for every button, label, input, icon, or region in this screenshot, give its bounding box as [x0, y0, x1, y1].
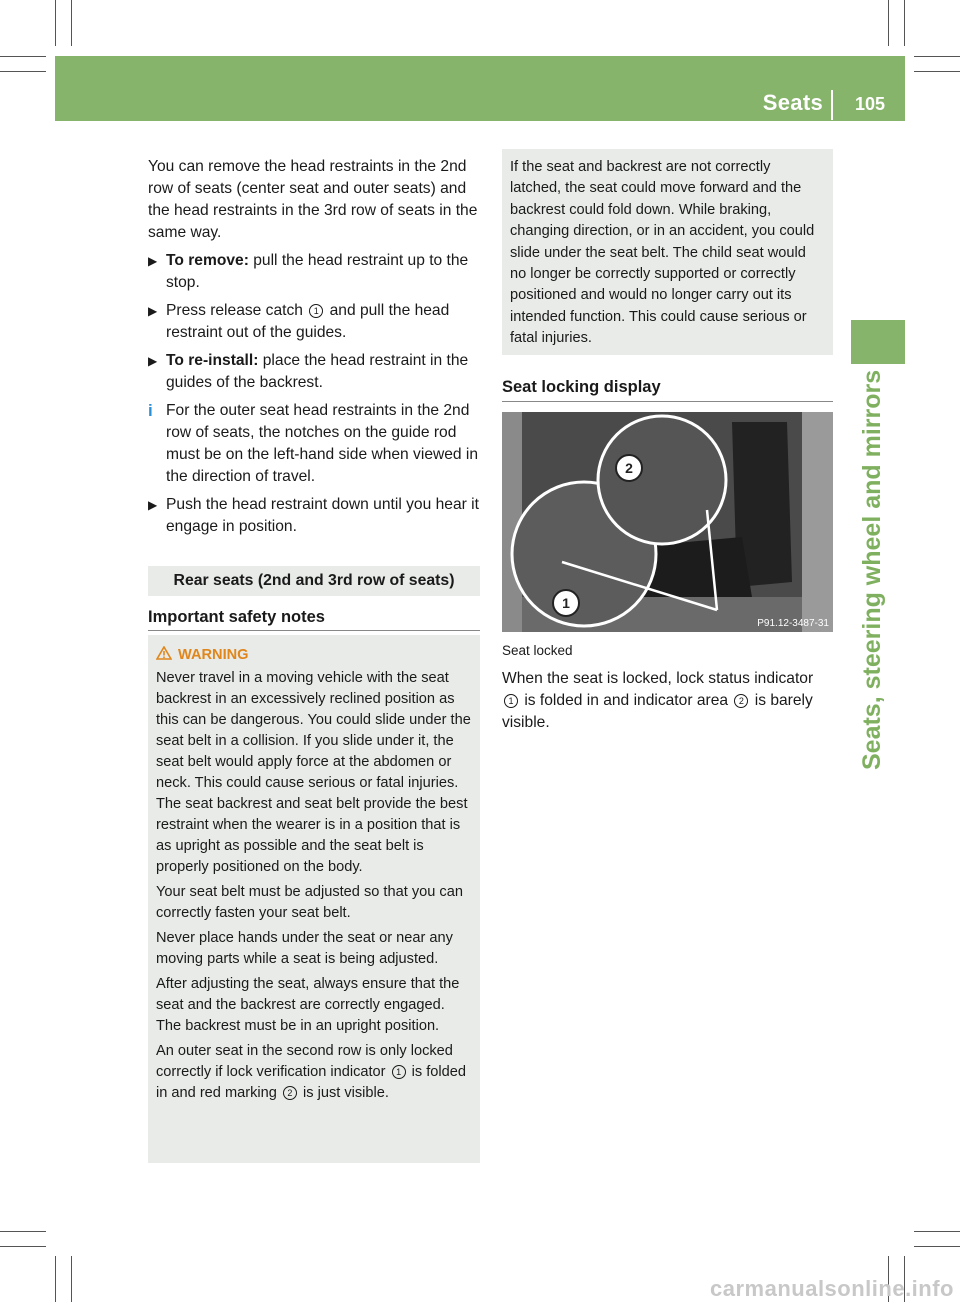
seat-locking-figure: [502, 412, 833, 632]
figure-code: P91.12-3487-31: [757, 618, 829, 629]
crop-mark: [55, 1256, 56, 1302]
intro-paragraph: You can remove the head restraints in the 2nd row of seats (center seat and outer seats) and the head restraints in the 3rd row of seats in the same way.: [148, 158, 478, 241]
callout-number: 2: [283, 1086, 297, 1100]
crop-mark: [0, 56, 46, 57]
chapter-tab: [851, 320, 905, 364]
callout-1: 1: [562, 595, 570, 611]
step-release: [148, 300, 482, 344]
callout-2: 2: [625, 460, 633, 476]
step-reinstall: [148, 350, 482, 394]
step-text: Press release catch: [166, 302, 308, 319]
description-text: is barely visible.: [502, 692, 813, 731]
callout-number: 2: [734, 694, 748, 708]
section-title: Rear seats (2nd and 3rd row of seats): [148, 566, 480, 596]
seat-illustration: [502, 412, 833, 632]
warning-label: WARNING: [178, 647, 249, 663]
warning-box: [148, 635, 480, 1163]
crop-mark: [914, 56, 960, 57]
warning-text: is just visible.: [298, 1085, 389, 1101]
crop-mark: [914, 1231, 960, 1232]
crop-mark: [0, 71, 46, 72]
warning-icon: [156, 646, 172, 660]
crop-mark: [71, 0, 72, 46]
page-header: [55, 56, 905, 121]
warning-continuation: If the seat and backrest are not correctly latched, the seat could move forward and the backrest could fold down. While braking, changing direction, or in an accident, you could slide under the seat belt. The child seat would no longer be correctly supported or correctly positioned and would no longer carry out its intended function. This could cause serious or fatal injuries.: [502, 149, 833, 355]
warning-text: An outer seat in the second row is only locked correctly if lock verification indicator: [156, 1043, 453, 1080]
step-label: To remove:: [166, 252, 249, 269]
step-text: pull the head restraint up to the stop.: [166, 252, 469, 291]
header-title: Seats: [762, 90, 823, 115]
heading-rule: [148, 630, 480, 631]
safety-heading: Important safety notes: [148, 608, 325, 626]
description-text: When the seat is locked, lock status indicator: [502, 670, 814, 687]
warning-paragraph: Your seat belt must be adjusted so that you can correctly fasten your seat belt.: [156, 884, 463, 921]
lock-description: [502, 668, 833, 734]
description-text: is folded in and indicator area: [520, 692, 733, 709]
crop-mark: [71, 1256, 72, 1302]
arrow-icon: ▶: [148, 304, 158, 318]
header-divider: [831, 90, 833, 120]
left-column: [148, 156, 482, 544]
callout-number: 1: [309, 304, 323, 318]
info-note: [148, 400, 482, 488]
arrow-icon: ▶: [148, 254, 158, 268]
info-icon: i: [148, 401, 153, 420]
page-number: 105: [854, 94, 885, 114]
callout-number: 1: [392, 1065, 406, 1079]
watermark: carmanualsonline.info: [710, 1276, 954, 1301]
crop-mark: [55, 0, 56, 46]
crop-mark: [904, 0, 905, 46]
step-text: Push the head restraint down until you hear it engage in position.: [166, 496, 479, 535]
crop-mark: [914, 71, 960, 72]
warning-paragraph: After adjusting the seat, always ensure that the seat and the backrest are correctly engaged. The backrest must be in an upright position.: [156, 976, 460, 1034]
warning-text: is folded in and red marking: [156, 1064, 467, 1101]
warning-header: [156, 645, 472, 666]
crop-mark: [0, 1231, 46, 1232]
info-text: For the outer seat head restraints in the 2nd row of seats, the notches on the guide rod must be on the left-hand side when viewed in the direction of travel.: [166, 402, 479, 485]
heading-rule: [502, 401, 833, 402]
figure-caption: Seat locked: [502, 643, 573, 658]
seat-locking-heading: Seat locking display: [502, 378, 661, 396]
step-remove: [148, 250, 482, 294]
step-text: and pull the head restraint out of the guides.: [166, 302, 450, 341]
step-push: [148, 494, 482, 538]
step-text: place the head restraint in the guides of the backrest.: [166, 352, 469, 391]
crop-mark: [0, 1246, 46, 1247]
arrow-icon: ▶: [148, 498, 158, 512]
warning-paragraph: Never place hands under the seat or near any moving parts while a seat is being adjusted.: [156, 930, 453, 967]
chapter-label: Seats, steering wheel and mirrors: [858, 370, 886, 771]
step-label: To re-install:: [166, 352, 259, 369]
warning-paragraph: Never travel in a moving vehicle with the seat backrest in an excessively reclined position as this can be dangerous. You could slide under the seat belt in a collision. If you slide under it, the seat belt would apply force at the abdomen or neck. This could cause serious or fatal injuries. The seat backrest and seat belt provide the best restraint when the wearer is in a position that is as upright as possible and the seat belt is properly positioned on the body.: [156, 670, 471, 875]
crop-mark: [914, 1246, 960, 1247]
callout-number: 1: [504, 694, 518, 708]
warning-paragraph: [156, 1041, 472, 1104]
crop-mark: [888, 0, 889, 46]
arrow-icon: ▶: [148, 354, 158, 368]
